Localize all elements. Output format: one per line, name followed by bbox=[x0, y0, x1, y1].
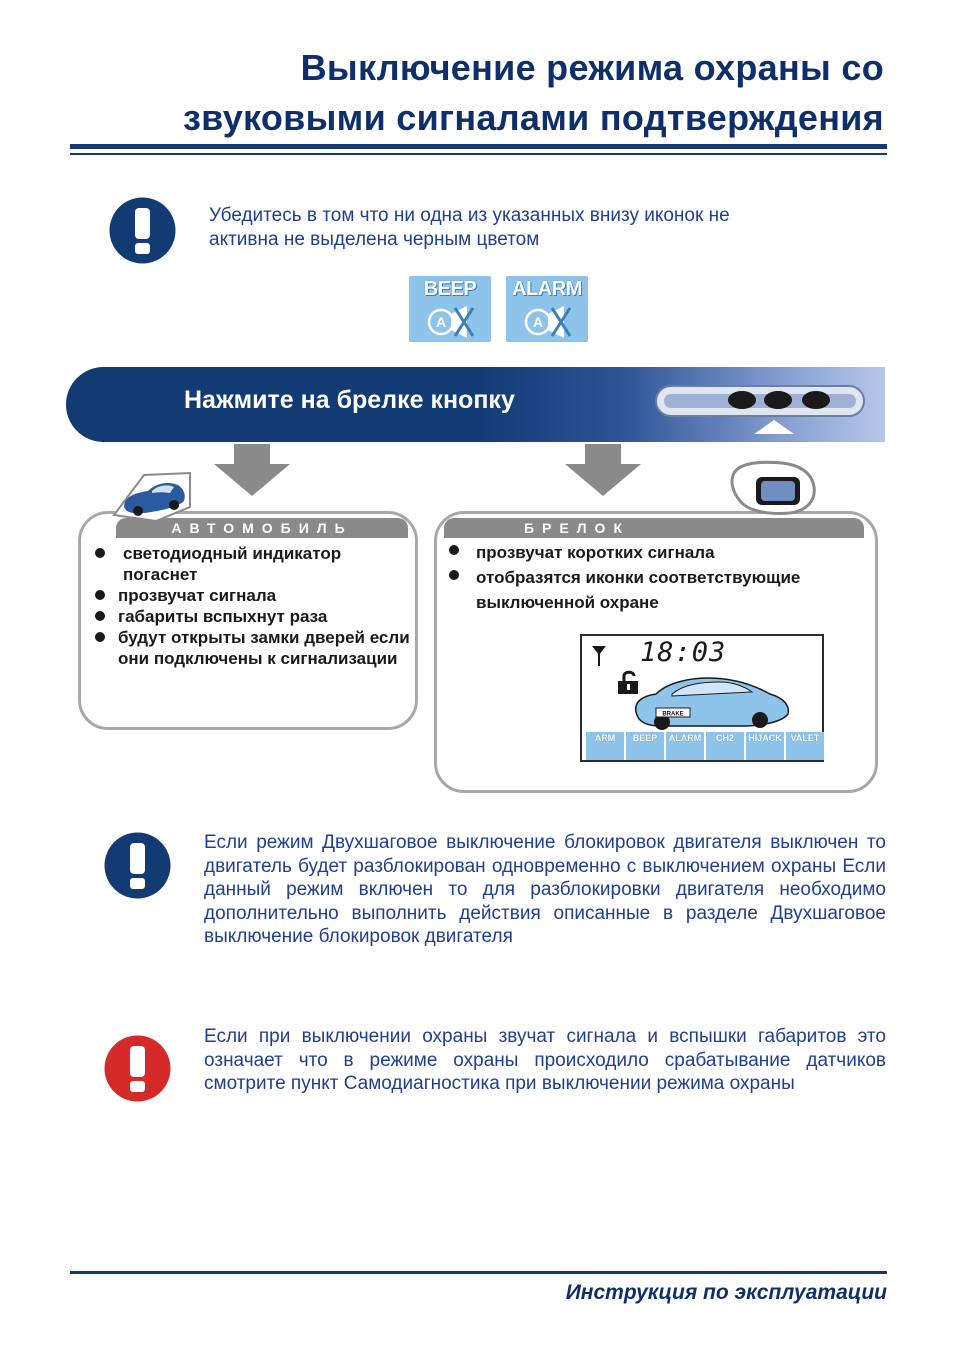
notice-2: Если режим Двухшаговое выключение блокировок двигателя выключен то двигатель будет разблокирован одновременно с выключением охраны Если данный режим включен то для разблокировки двигателя необходимо дополнительно выполнить действия описанные в разделе Двухшаговое выключение блокировок двигателя bbox=[204, 832, 886, 947]
down-arrow-icon-left bbox=[212, 444, 292, 497]
car-item-2: прозвучат сигнала bbox=[92, 585, 414, 606]
lcd-icon-ch2: CH2 bbox=[706, 732, 744, 760]
notice-1-line-1: Убедитесь в том что ни одна из указанных внизу иконок не bbox=[209, 205, 730, 226]
lcd-icon-alarm: ALARM bbox=[666, 732, 704, 760]
notice-3: Если при выключении охраны звучат сигнала и вспышки габаритов это означает что в режиме охраны происходило срабатывание датчиков смотрите пункт Самодиагностика при выключении режима охраны bbox=[204, 1026, 886, 1094]
lcd-icon-hijack: HIJACK bbox=[746, 732, 784, 760]
exclamation-warning-icon bbox=[104, 1035, 171, 1102]
alarm-mode-icon bbox=[506, 276, 588, 342]
footer-text: Инструкция по эксплуатации bbox=[565, 1281, 887, 1304]
notice-1 bbox=[209, 204, 849, 251]
lcd-icon-valet: VALET bbox=[786, 732, 824, 760]
car-item-1: светодиодный индикатор погаснет bbox=[92, 543, 414, 585]
exclamation-icon-2 bbox=[104, 832, 171, 899]
svg-text:A: A bbox=[435, 314, 447, 330]
lcd-car-label: BRAKE bbox=[662, 711, 684, 718]
speaker-icon bbox=[427, 304, 475, 340]
lcd-icon-arm: ARM bbox=[586, 732, 624, 760]
keyfob-icon-small bbox=[728, 459, 818, 519]
car-item-3: габариты вспыхнут раза bbox=[92, 606, 414, 627]
beep-label: BEEP bbox=[423, 278, 477, 300]
alarm-label: ALARM bbox=[512, 278, 582, 300]
title-rule-thick bbox=[70, 144, 887, 149]
car-panel-header: АВТОМОБИЛЬ bbox=[116, 518, 408, 538]
down-arrow-icon-right bbox=[563, 444, 643, 497]
fob-lcd-display bbox=[580, 634, 824, 762]
beep-mode-icon bbox=[409, 276, 491, 342]
car-panel-list bbox=[92, 543, 414, 669]
svg-text:A: A bbox=[532, 314, 544, 330]
lcd-icon-beep: BEEP bbox=[626, 732, 664, 760]
car-item-4: будут открыты замки дверей если они подключены к сигнализации bbox=[92, 627, 414, 669]
fob-panel-list bbox=[446, 540, 866, 615]
title-rule-thin bbox=[70, 153, 887, 155]
page-title-line-1: Выключение режима охраны со bbox=[300, 47, 884, 88]
page-title-line-2: звуковыми сигналами подтверждения bbox=[182, 97, 884, 138]
siren-icon bbox=[524, 304, 572, 340]
lcd-clock: 18:03 bbox=[640, 637, 727, 668]
keyfob-icon bbox=[654, 378, 868, 438]
banner-text: Нажмите на брелке кнопку bbox=[184, 386, 515, 414]
fob-item-1: прозвучат коротких сигнала bbox=[446, 540, 866, 565]
fob-item-2: отобразятся иконки соответствующие выключенной охране bbox=[446, 565, 806, 615]
footer-rule bbox=[70, 1271, 887, 1274]
exclamation-icon bbox=[109, 197, 176, 264]
lcd-status-icons bbox=[586, 732, 824, 760]
lcd-car-icon bbox=[632, 672, 792, 730]
notice-1-line-2: активна не выделена черным цветом bbox=[209, 228, 540, 250]
car-icon bbox=[104, 467, 196, 523]
fob-panel-header: БРЕЛОК bbox=[444, 518, 864, 538]
antenna-icon bbox=[592, 646, 606, 666]
